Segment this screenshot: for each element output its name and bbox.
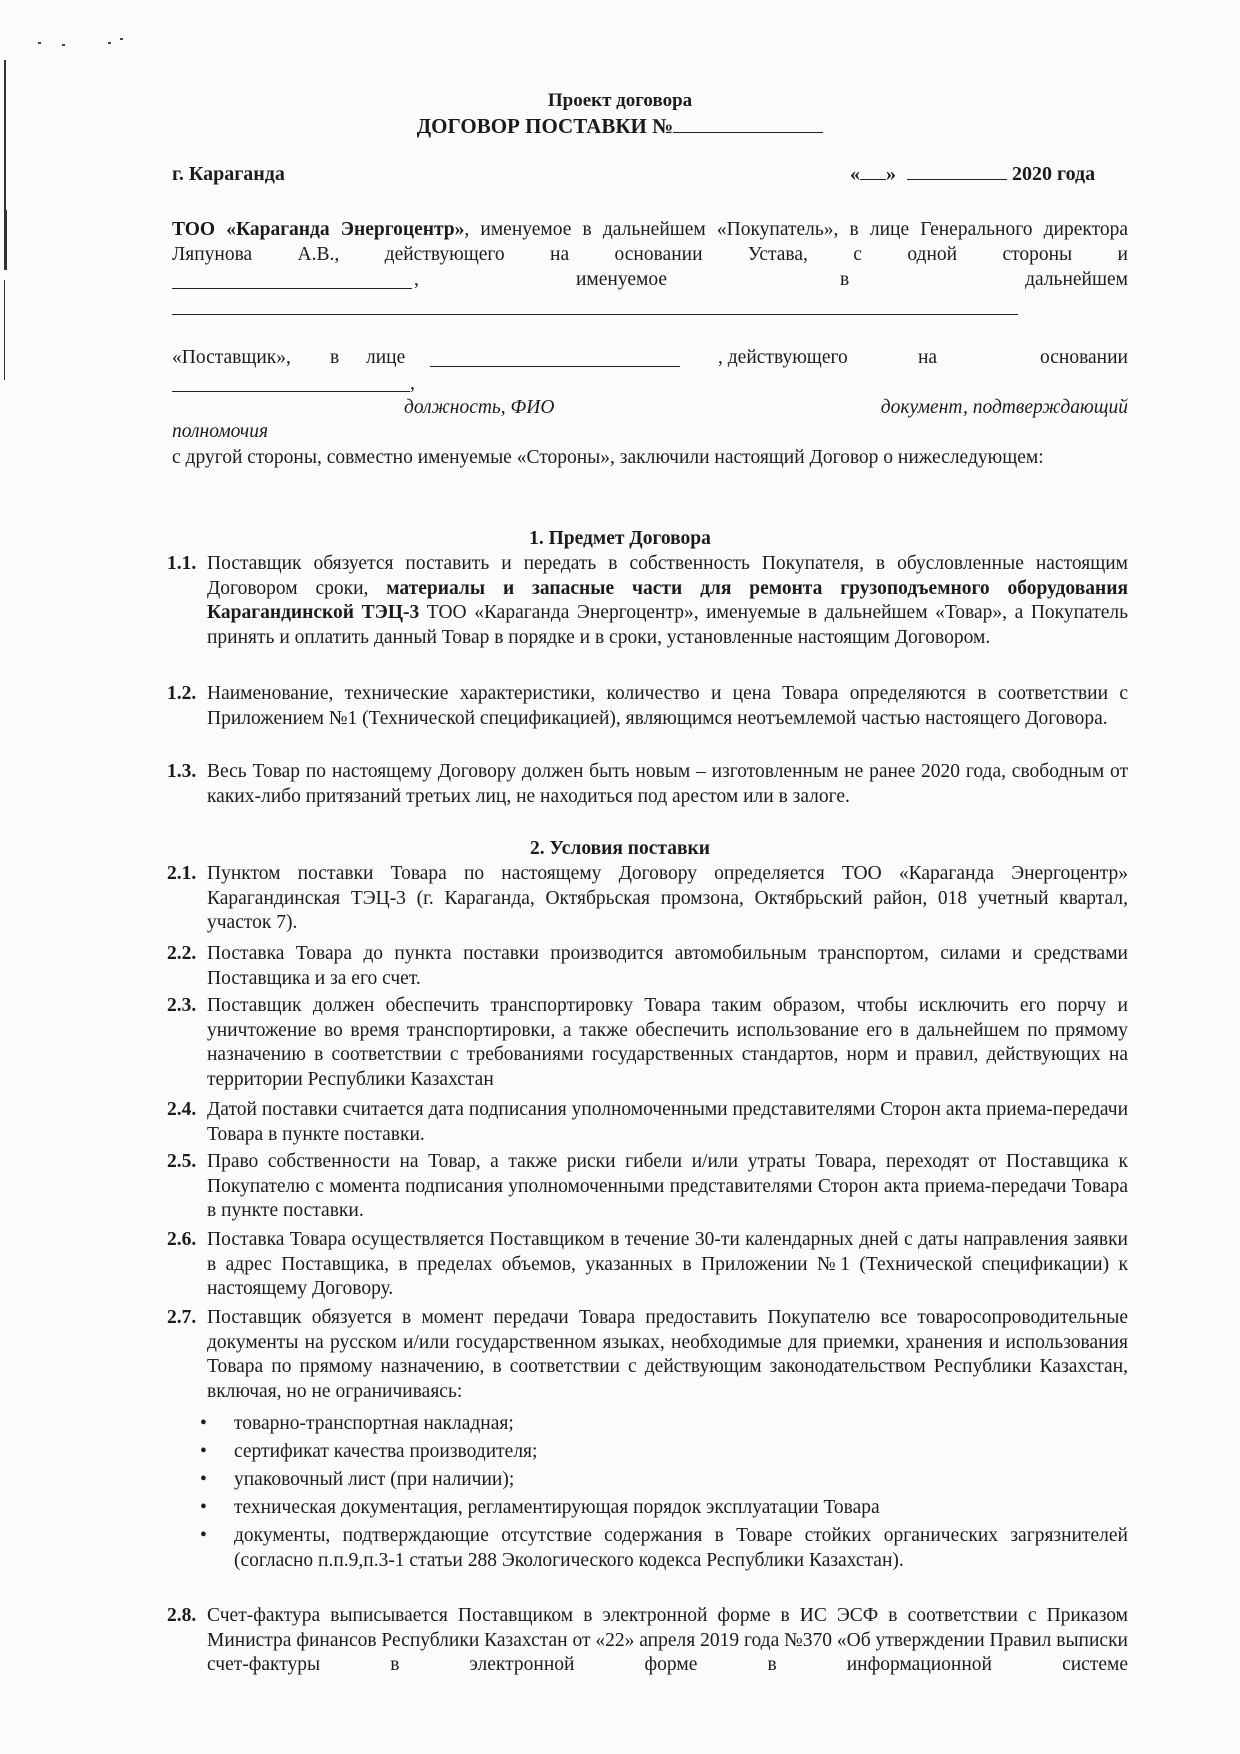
- text-acting: , действующего: [718, 347, 848, 368]
- section-2-title: 2. Условия поставки: [530, 838, 710, 859]
- comma: ,: [414, 269, 419, 290]
- text-in: в: [840, 269, 850, 290]
- draft-label: Проект договора: [547, 90, 693, 111]
- section-1-title: 1. Предмет Договора: [529, 528, 711, 549]
- authority-document-blank: [172, 391, 410, 392]
- contract-title-text: ДОГОВОР ПОСТАВКИ №: [416, 114, 674, 138]
- clause-1-3: [167, 760, 1128, 809]
- date-day-blank: [860, 163, 886, 180]
- hint-position-name: должность, ФИО: [404, 397, 555, 418]
- clause-2-4: [167, 1098, 1128, 1147]
- document-list-item: [200, 1468, 1128, 1493]
- clause-number: 1.2.: [167, 683, 197, 704]
- hint-powers: полномочия: [172, 421, 269, 442]
- document-list-item: [200, 1496, 1128, 1521]
- supplier-full-name-blank: [172, 314, 1018, 315]
- clause-2-1: [167, 862, 1128, 936]
- bullet-icon: •: [200, 1441, 207, 1462]
- clause-1-1: [167, 552, 1128, 650]
- preamble-line-4: [172, 346, 1128, 371]
- clause-text-part: ТОО «Караганда Энергоцентр», именуемые в дальнейшем «Товар», а Покупатель принять и оплатить данный Товар в порядке и в сроки, установленные настоящим Договором.: [207, 602, 1128, 648]
- text-in: в: [330, 347, 340, 368]
- text-basis: основании: [1040, 347, 1128, 368]
- text-person: лице: [366, 347, 406, 368]
- bullet-icon: •: [200, 1413, 207, 1434]
- date-quote-close: »: [886, 163, 896, 185]
- clause-text: Датой поставки считается дата подписания уполномоченными представителями Сторон акта приема-передачи Товара в пункте поставки.: [207, 1099, 1128, 1145]
- clause-text: Пунктом поставки Товара по настоящему Договору определяется ТОО «Караганда Энергоцентр» Карагандинская ТЭЦ-3 (г. Караганда, Октябрьская промзона, Октябрьский район, 018 учетный квартал, участок 7).: [207, 863, 1128, 933]
- list-item-text: документы, подтверждающие отсутствие содержания в Товаре стойких органических загрязнителей (согласно п.п.9,п.3-1 статьи 288 Экологического кодекса Республики Казахстан).: [234, 1525, 1128, 1571]
- clause-2-8: [167, 1604, 1128, 1678]
- clause-number: 2.5.: [167, 1151, 197, 1172]
- scan-speck: [62, 44, 65, 46]
- clause-1-2: [167, 682, 1128, 731]
- clause-number: 2.2.: [167, 943, 197, 964]
- scan-speck: [38, 42, 41, 44]
- contract-date: [850, 163, 1095, 186]
- bullet-icon: •: [200, 1497, 207, 1518]
- clause-number: 2.6.: [167, 1229, 197, 1250]
- buyer-name: ТОО «Караганда Энергоцентр»: [172, 219, 465, 240]
- scan-speck: [108, 42, 111, 44]
- scan-edge-mark: [4, 280, 5, 380]
- preamble-line-5: [172, 372, 1128, 397]
- bullet-icon: •: [200, 1525, 207, 1546]
- list-item-text: упаковочный лист (при наличии);: [234, 1469, 515, 1490]
- hint-authority-document: документ, подтверждающий: [880, 397, 1128, 418]
- clause-text-part: Поставщик обязуется поставить и передать в собственность Покупателя, в обусловленные настоящим Договором сроки,: [207, 553, 1128, 599]
- clause-number: 2.1.: [167, 863, 197, 884]
- date-quote-open: «: [850, 163, 860, 185]
- preamble-closing: с другой стороны, совместно именуемые «Стороны», заключили настоящий Договор о нижеследующем:: [172, 447, 1044, 468]
- clause-2-6: [167, 1228, 1128, 1302]
- clause-2-2: [167, 942, 1128, 991]
- contract-number-blank: [673, 114, 823, 133]
- scan-edge-mark: [4, 210, 7, 270]
- preamble-hints: [172, 396, 1128, 421]
- preamble-line-3: [172, 268, 1128, 293]
- document-list-item: [200, 1440, 1128, 1465]
- clause-number: 2.4.: [167, 1099, 197, 1120]
- clause-text: Поставка Товара до пункта поставки производится автомобильным транспортом, силами и средствами Поставщика и за его счет.: [207, 943, 1128, 989]
- list-item-text: товарно-транспортная накладная;: [234, 1413, 514, 1434]
- contract-title: [0, 114, 1240, 139]
- list-item-text: техническая документация, регламентирующая порядок эксплуатации Товара: [234, 1497, 880, 1518]
- buyer-description: , именуемое в дальнейшем «Покупатель», в лице Генерального директора Ляпунова А.В., действующего на основании Устава, с одной стороны и: [172, 219, 1128, 265]
- clause-2-7: [167, 1306, 1128, 1404]
- list-item-text: сертификат качества производителя;: [234, 1441, 538, 1462]
- clause-number: 2.8.: [167, 1605, 197, 1626]
- preamble-paragraph: [172, 218, 1128, 267]
- clause-text: Весь Товар по настоящему Договору должен быть новым – изготовленным не ранее 2020 года, свободным от каких-либо притязаний третьих лиц, не находиться под арестом или в залоге.: [207, 761, 1128, 807]
- document-list-item: [200, 1412, 1128, 1437]
- clause-number: 1.1.: [167, 553, 197, 574]
- supplier-name-blank: [172, 288, 412, 289]
- clause-text: Счет-фактура выписывается Поставщиком в электронной форме в ИС ЭСФ в соответствии с Приказом Министра финансов Республики Казахстан от «22» апреля 2019 года №370 «Об утверждении Правил выписки счет-фактуры в электронной форме в информационной системе: [207, 1605, 1128, 1675]
- clause-2-5: [167, 1150, 1128, 1224]
- clause-text: Наименование, технические характеристики, количество и цена Товара определяются в соответствии с Приложением №1 (Технической спецификацией), являющимся неотъемлемой частью настоящего Договора.: [207, 683, 1128, 729]
- bullet-icon: •: [200, 1469, 207, 1490]
- clause-text: Поставщик должен обеспечить транспортировку Товара таким образом, чтобы исключить его порчу и уничтожение во время транспортировки, а также обеспечить использование его в дальнейшем по прямому назначению в соответствии с требованиями государственных стандартов, норм и правил, действующих на территории Республики Казахстан: [207, 995, 1128, 1090]
- signatory-blank: [430, 366, 680, 367]
- clause-number: 2.7.: [167, 1307, 197, 1328]
- clause-text: Право собственности на Товар, а также риски гибели и/или утраты Товара, переходят от Поставщика к Покупателю с момента подписания уполномоченными представителями Сторон акта приема-передачи Товара в пункте поставки.: [207, 1151, 1128, 1221]
- comma: ,: [410, 373, 415, 394]
- clause-text: Поставщик обязуется в момент передачи Товара предоставить Покупателю все товаросопроводительные документы на русском и/или государственном языках, необходимые для приемки, хранения и использования Товара по прямому назначению, в соответствии с действующим законодательством Республики Казахстан, включая, но не ограничиваясь:: [207, 1307, 1128, 1402]
- clause-2-3: [167, 994, 1128, 1092]
- text-hereinafter: дальнейшем: [1025, 269, 1128, 290]
- clause-number: 1.3.: [167, 761, 197, 782]
- clause-text: Поставка Товара осуществляется Поставщиком в течение 30-ти календарных дней с даты направления заявки в адрес Поставщика, в пределах объемов, указанных в Приложении №1 (Технической спецификации) к настоящему Договору.: [207, 1229, 1128, 1299]
- text-supplier: «Поставщик»,: [172, 347, 291, 368]
- date-year: 2020 года: [1012, 163, 1096, 185]
- clause-text-bold: материалы и запасные части для ремонта грузоподъемного оборудования Карагандинской ТЭЦ-3: [207, 577, 1128, 623]
- text-on: на: [918, 347, 938, 368]
- clause-number: 2.3.: [167, 995, 197, 1016]
- scan-speck: [120, 38, 123, 40]
- contract-place: г. Караганда: [172, 163, 285, 185]
- text-named: именуемое: [576, 269, 667, 290]
- date-month-blank: [907, 163, 1007, 180]
- clause-text: [207, 552, 1128, 650]
- document-list-item: [200, 1524, 1128, 1573]
